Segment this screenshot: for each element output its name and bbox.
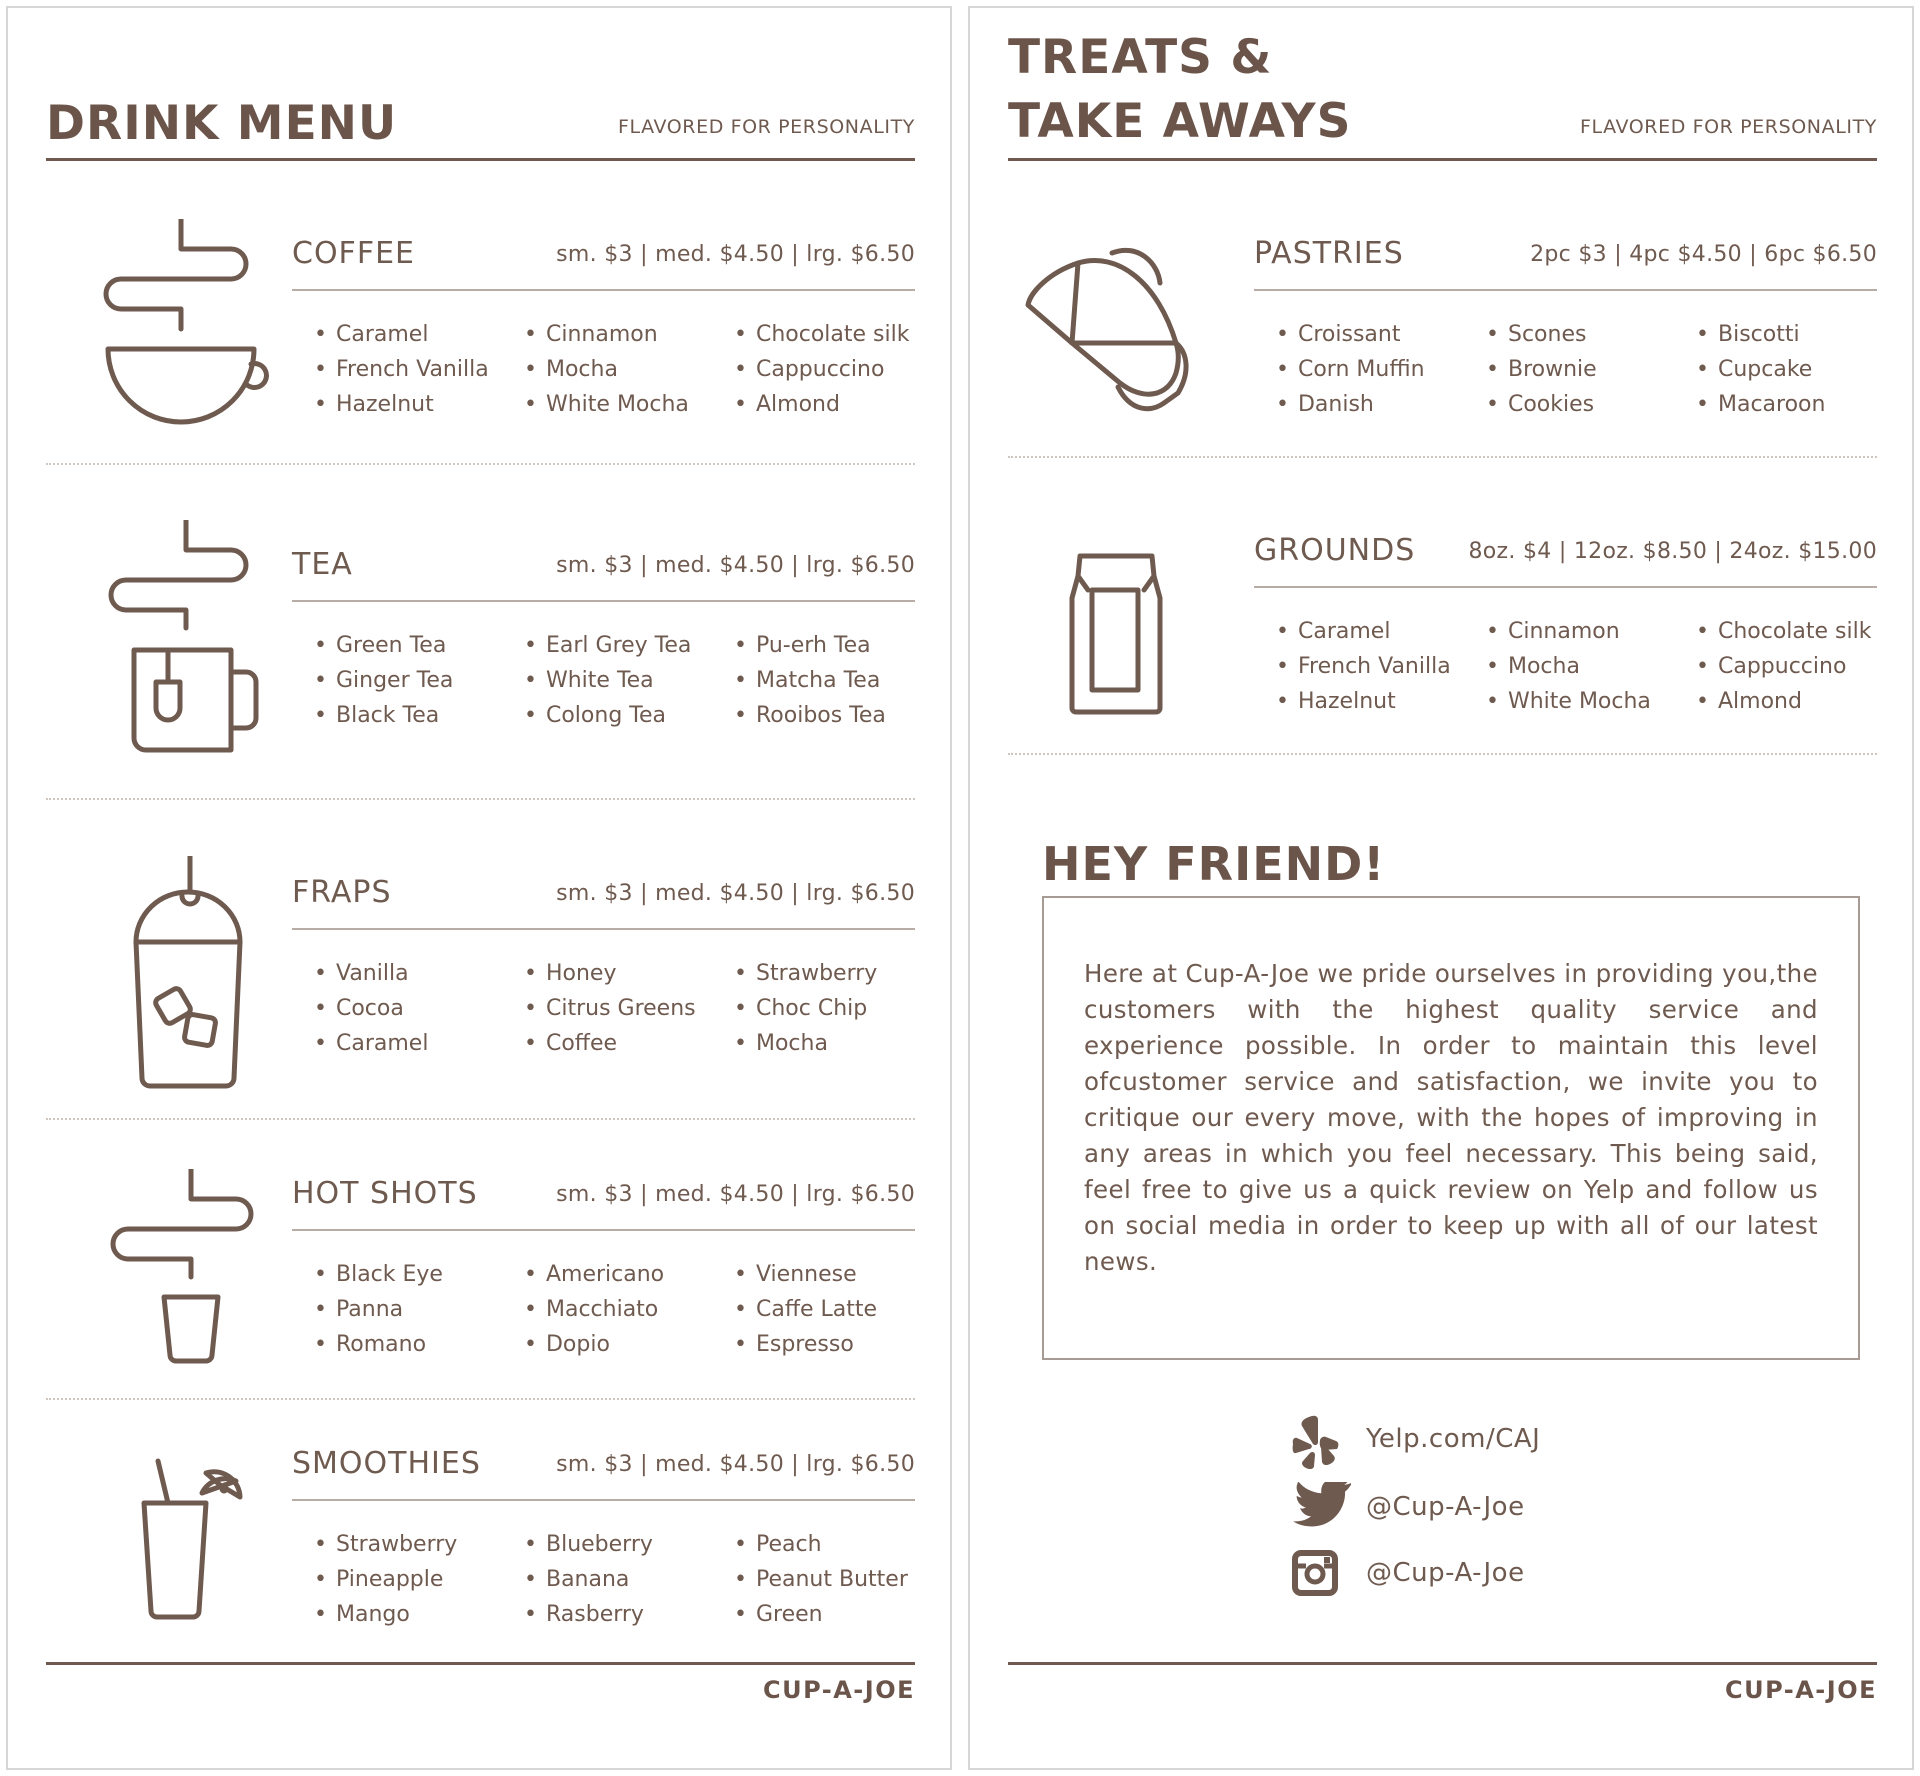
list-item: • Ginger Tea [314,663,524,698]
section-divider [46,798,915,800]
list-item: • Mango [314,1597,524,1632]
section-divider [1008,456,1877,458]
list-item: • Honey [524,956,734,991]
list-item: • Dopio [524,1327,734,1362]
section-title: GROUNDS [1254,533,1416,568]
list-item: • Citrus Greens [524,991,734,1026]
list-item: • Coffee [524,1026,734,1061]
list-item: • Macchiato [524,1292,734,1327]
list-item: • Cocoa [314,991,524,1026]
section-rule [292,928,915,930]
section-title: PASTRIES [1254,236,1404,271]
brand-name: CUP-A-JOE [1725,1676,1877,1704]
list-item: • Cappuccino [1696,649,1877,684]
section-prices: 2pc $3 | 4pc $4.50 | 6pc $6.50 [1530,242,1877,267]
list-item: • French Vanilla [1276,649,1486,684]
tea-section [46,544,915,764]
treats-title-line2: TAKE AWAYS [1008,94,1352,149]
list-item: • Hazelnut [314,387,524,422]
item-list [1276,614,1877,719]
list-item: • Panna [314,1292,524,1327]
list-item: • Corn Muffin [1276,352,1486,387]
list-item: • Danish [1276,387,1486,422]
pastries-section [1008,233,1877,433]
section-prices: sm. $3 | med. $4.50 | lrg. $6.50 [556,553,915,578]
list-item: • Cupcake [1696,352,1877,387]
drink-menu-tagline: FLAVORED FOR PERSONALITY [617,116,915,138]
list-item: • Earl Grey Tea [524,628,734,663]
list-item: • Biscotti [1696,317,1877,352]
item-list [314,956,915,1061]
section-rule [1254,289,1877,291]
section-divider [46,1398,915,1400]
tea-mug-icon [46,520,276,760]
list-item: • Peanut Butter [734,1562,915,1597]
grounds-section [1008,530,1877,730]
section-divider [46,463,915,465]
list-item: • Caramel [314,317,524,352]
list-item: • Viennese [734,1257,915,1292]
list-item: • Chocolate silk [734,317,915,352]
list-item: • Cappuccino [734,352,915,387]
section-prices: 8oz. $4 | 12oz. $8.50 | 24oz. $15.00 [1468,539,1877,564]
list-item: • Espresso [734,1327,915,1362]
list-item: • Colong Tea [524,698,734,733]
list-item: • Brownie [1486,352,1696,387]
list-item: • White Mocha [524,387,734,422]
section-divider [46,1118,915,1120]
coffee-section [46,233,915,433]
hey-friend-title: HEY FRIEND! [1042,837,1386,891]
list-item: • Green Tea [314,628,524,663]
section-rule [1254,586,1877,588]
list-item: • Banana [524,1562,734,1597]
list-item: • Vanilla [314,956,524,991]
header-rule [46,158,915,161]
list-item: • Black Eye [314,1257,524,1292]
list-item: • Choc Chip [734,991,915,1026]
hey-friend-box [1042,896,1860,1360]
treats-title-line1: TREATS & [1008,30,1273,85]
section-rule [292,1229,915,1231]
section-prices: sm. $3 | med. $4.50 | lrg. $6.50 [556,1452,915,1477]
list-item: • Cinnamon [1486,614,1696,649]
coffee-bag-icon [1008,550,1238,720]
section-title: SMOOTHIES [292,1446,481,1481]
list-item: • Chocolate silk [1696,614,1877,649]
drink-menu-panel [6,6,952,1770]
frappe-cup-icon [46,856,276,1096]
item-list [314,628,915,733]
list-item: • Mocha [734,1026,915,1061]
footer-rule [1008,1662,1877,1665]
section-prices: sm. $3 | med. $4.50 | lrg. $6.50 [556,242,915,267]
drink-menu-title: DRINK MENU [46,96,398,151]
footer-rule [46,1662,915,1665]
hey-friend-text: Here at Cup-A-Joe we pride ourselves in providing you,the customers with the highest quality service and experience possible. In order to maintain this level ofcustomer service and satisfaction, we invite you to critique our every move, with the hopes of improving in any areas in which you feel necessary. This being said, feel free to give us a quick review on Yelp and follow us on social media in order to keep up with all of our latest news. [1084,959,1818,1276]
list-item: • Mocha [524,352,734,387]
list-item: • Almond [734,387,915,422]
section-rule [292,289,915,291]
croissant-icon [1008,243,1238,423]
section-prices: sm. $3 | med. $4.50 | lrg. $6.50 [556,1182,915,1207]
shot-glass-icon [46,1169,276,1369]
section-title: COFFEE [292,236,415,271]
section-rule [292,1499,915,1501]
list-item: • Americano [524,1257,734,1292]
hot-shots-section [46,1173,915,1373]
item-list [314,1527,915,1632]
list-item: • Matcha Tea [734,663,915,698]
list-item: • Rasberry [524,1597,734,1632]
list-item: • Peach [734,1527,915,1562]
item-list [314,1257,915,1362]
item-list [314,317,915,422]
instagram-icon [1290,1548,1340,1602]
list-item: • Rooibos Tea [734,698,915,733]
list-item: • Caffe Latte [734,1292,915,1327]
list-item: • Caramel [314,1026,524,1061]
list-item: • Strawberry [734,956,915,991]
section-title: FRAPS [292,875,392,910]
brand-name: CUP-A-JOE [763,1676,915,1704]
list-item: • Macaroon [1696,387,1877,422]
yelp-icon [1290,1414,1342,1476]
list-item: • Scones [1486,317,1696,352]
list-item: • Croissant [1276,317,1486,352]
list-item: • Mocha [1486,649,1696,684]
list-item: • Blueberry [524,1527,734,1562]
treats-panel [968,6,1914,1770]
instagram-handle: @Cup-A-Joe [1366,1558,1525,1588]
list-item: • Black Tea [314,698,524,733]
section-title: TEA [292,547,353,582]
list-item: • White Mocha [1486,684,1696,719]
section-divider [1008,753,1877,755]
section-title: HOT SHOTS [292,1176,478,1211]
list-item: • Green [734,1597,915,1632]
item-list [1276,317,1877,422]
list-item: • French Vanilla [314,352,524,387]
header-rule [1008,158,1877,161]
treats-tagline: FLAVORED FOR PERSONALITY [1579,116,1877,138]
list-item: • White Tea [524,663,734,698]
list-item: • Cinnamon [524,317,734,352]
fraps-section [46,872,915,1092]
smoothie-glass-icon [46,1441,276,1641]
twitter-icon [1290,1482,1352,1538]
smoothies-section [46,1443,915,1643]
coffee-cup-icon [46,219,276,429]
list-item: • Pineapple [314,1562,524,1597]
section-rule [292,600,915,602]
list-item: • Almond [1696,684,1877,719]
section-prices: sm. $3 | med. $4.50 | lrg. $6.50 [556,881,915,906]
list-item: • Caramel [1276,614,1486,649]
yelp-link-text: Yelp.com/CAJ [1366,1424,1541,1454]
list-item: • Strawberry [314,1527,524,1562]
list-item: • Pu-erh Tea [734,628,915,663]
list-item: • Romano [314,1327,524,1362]
list-item: • Hazelnut [1276,684,1486,719]
list-item: • Cookies [1486,387,1696,422]
twitter-handle: @Cup-A-Joe [1366,1492,1525,1522]
